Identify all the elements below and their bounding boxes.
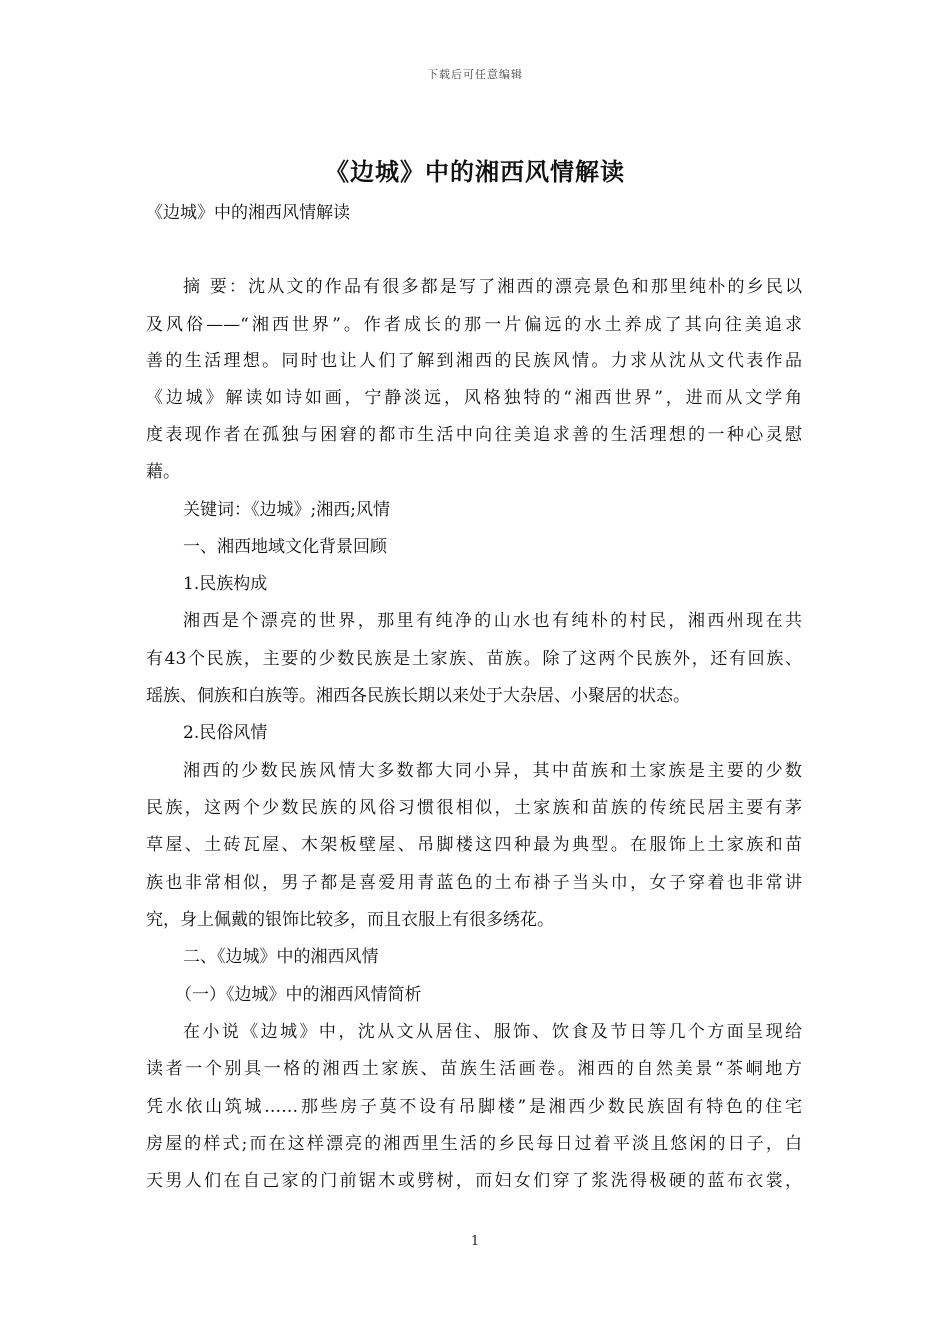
- abstract-line: 善的生活理想。同时也让人们了解到湘西的民族风情。力求从沈从文代表作品: [146, 351, 802, 371]
- paragraph-line: 读者一个别具一格的湘西土家族、苗族生活画卷。湘西的自然美景“茶峒地方: [146, 1059, 802, 1079]
- paragraph-line: 湘西的少数民族风情大多数都大同小异，其中苗族和土家族是主要的少数: [183, 761, 802, 781]
- document-title: 《边城》中的湘西风情解读: [325, 157, 625, 186]
- page-number: 1: [470, 1234, 480, 1249]
- paragraph-line: 瑶族、侗族和白族等。湘西各民族长期以来处于大杂居、小聚居的状态。: [146, 686, 690, 706]
- subsection-heading: （一）《边城》中的湘西风情简析: [175, 985, 422, 1005]
- paragraph-line: 房屋的样式;而在这样漂亮的湘西里生活的乡民每日过着平淡且悠闲的日子，白: [146, 1134, 802, 1154]
- paragraph-line: 湘西是个漂亮的世界，那里有纯净的山水也有纯朴的村民，湘西州现在共: [183, 611, 802, 631]
- section-heading: 二、《边城》中的湘西风情: [183, 947, 379, 967]
- abstract-line: 《边城》解读如诗如画，宁静淡远，风格独特的“湘西世界”，进而从文学角: [146, 388, 802, 408]
- section-heading: 一、湘西地域文化背景回顾: [183, 537, 387, 557]
- paragraph-line: 在小说《边城》中，沈从文从居住、服饰、饮食及节日等几个方面呈现给: [183, 1022, 802, 1042]
- abstract-line: 摘 要：沈从文的作品有很多都是写了湘西的漂亮景色和那里纯朴的乡民以: [183, 277, 802, 297]
- header-note: 下载后可任意编辑: [427, 68, 523, 81]
- abstract-line: 藉。: [146, 462, 180, 482]
- subsection-heading: 2.民俗风情: [183, 723, 268, 743]
- paragraph-line: 究，身上佩戴的银饰比较多，而且衣服上有很多绣花。: [146, 910, 554, 930]
- subtitle-line: 《边城》中的湘西风情解读: [146, 203, 350, 223]
- paragraph-line: 有43个民族，主要的少数民族是土家族、苗族。除了这两个民族外，还有回族、: [146, 649, 802, 669]
- abstract-line: 及风俗——“湘西世界”。作者成长的那一片偏远的水土养成了其向往美追求: [146, 315, 802, 335]
- paragraph-line: 族也非常相似，男子都是喜爱用青蓝色的土布褂子当头巾，女子穿着也非常讲: [146, 873, 802, 893]
- paragraph-line: 草屋、土砖瓦屋、木架板壁屋、吊脚楼这四种最为典型。在服饰上土家族和苗: [146, 835, 802, 855]
- subsection-heading: 1.民族构成: [183, 574, 268, 594]
- paragraph-line: 天男人们在自己家的门前锯木或劈树，而妇女们穿了浆洗得极硬的蓝布衣裳，: [146, 1171, 802, 1191]
- abstract-line: 度表现作者在孤独与困窘的都市生活中向往美追求善的生活理想的一种心灵慰: [146, 425, 802, 445]
- paragraph-line: 凭水依山筑城……那些房子莫不设有吊脚楼”是湘西少数民族固有特色的住宅: [146, 1097, 802, 1117]
- keywords-line: 关键词：《边城》;湘西;风情: [183, 500, 390, 520]
- paragraph-line: 民族，这两个少数民族的风俗习惯很相似，土家族和苗族的传统民居主要有茅: [146, 798, 802, 818]
